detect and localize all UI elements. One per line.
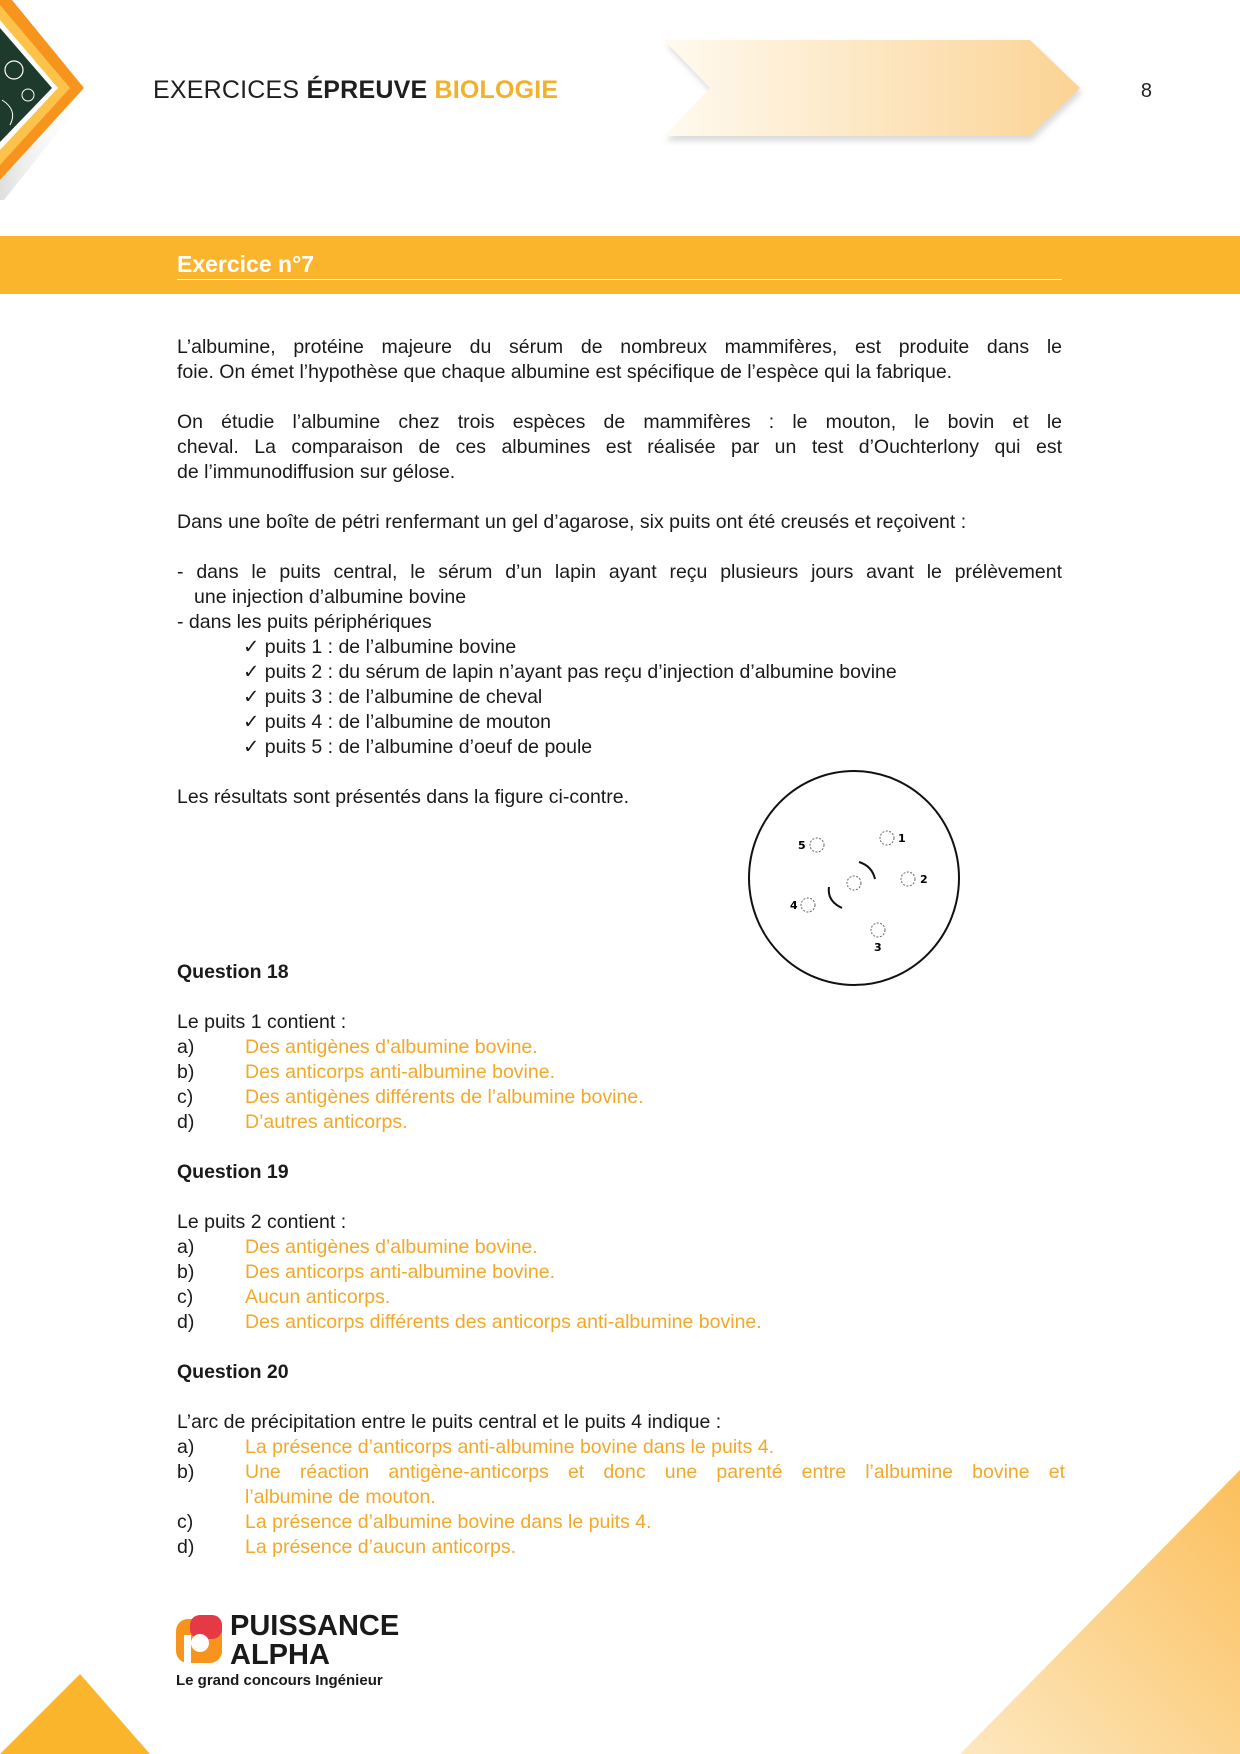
- question-20-title: Question 20: [177, 1361, 289, 1383]
- precipitation-arc-1: [859, 862, 875, 879]
- page-number: 8: [1140, 80, 1152, 102]
- logo-line-2: ALPHA: [230, 1639, 330, 1671]
- question-18-title: Question 18: [177, 961, 289, 983]
- well-4: [801, 898, 815, 912]
- bullet-2: - dans les puits périphériques: [177, 611, 432, 633]
- q20-option-d-letter: d): [177, 1536, 195, 1558]
- header-title-part1: EXERCICES: [153, 76, 307, 104]
- question-19-title: Question 19: [177, 1161, 289, 1183]
- header-title: [153, 76, 558, 105]
- paragraph-1-line-1: L’albumine, protéine majeure du sérum de nombreux mammifères, est produite dans le: [177, 336, 1062, 358]
- q20-option-c-letter: c): [177, 1511, 194, 1533]
- well-label-3: 3: [874, 941, 882, 954]
- paragraph-2-line-1: On étudie l’albumine chez trois espèces de mammifères : le mouton, le bovin et le: [177, 411, 1062, 433]
- paragraph-3: Dans une boîte de pétri renfermant un gel d’agarose, six puits ont été creusés et reçoivent :: [177, 511, 967, 533]
- well-item-4: ✓ puits 4 : de l’albumine de mouton: [243, 711, 551, 733]
- header-title-part2: ÉPREUVE: [306, 76, 435, 104]
- well-3: [871, 923, 885, 937]
- q19-option-d-letter: d): [177, 1311, 195, 1333]
- well-central: [847, 876, 861, 890]
- corner-decoration-top-left: [0, 0, 100, 200]
- well-label-5: 5: [798, 839, 806, 852]
- well-label-4: 4: [790, 899, 798, 912]
- well-5: [810, 838, 824, 852]
- question-19-prompt: Le puits 2 contient :: [177, 1211, 347, 1233]
- header-title-part3: BIOLOGIE: [434, 76, 559, 104]
- bullet-1-line-2: une injection d’albumine bovine: [194, 586, 467, 608]
- question-20-prompt: L’arc de précipitation entre le puits central et le puits 4 indique :: [177, 1411, 722, 1433]
- paragraph-1-line-2: foie. On émet l’hypothèse que chaque albumine est spécifique de l’espèce qui la fabrique.: [177, 361, 953, 383]
- q19-option-b-letter: b): [177, 1261, 195, 1283]
- puissance-alpha-logo-icon: [176, 1615, 226, 1667]
- q20-option-b-text-line-2[interactable]: l’albumine de mouton.: [245, 1486, 436, 1508]
- logo-tagline: Le grand concours Ingénieur: [176, 1672, 383, 1689]
- q20-option-c-text[interactable]: La présence d’albumine bovine dans le puits 4.: [245, 1511, 652, 1533]
- q18-option-b-text[interactable]: Des anticorps anti-albumine bovine.: [245, 1061, 556, 1083]
- well-item-5: ✓ puits 5 : de l’albumine d’oeuf de poule: [243, 736, 593, 758]
- q18-option-b-letter: b): [177, 1061, 195, 1083]
- q19-option-b-text[interactable]: Des anticorps anti-albumine bovine.: [245, 1261, 556, 1283]
- well-label-1: 1: [898, 832, 906, 845]
- q20-option-b-letter: b): [177, 1461, 195, 1483]
- q19-option-c-text[interactable]: Aucun anticorps.: [245, 1286, 391, 1308]
- q18-option-a-text[interactable]: Des antigènes d’albumine bovine.: [245, 1036, 538, 1058]
- paragraph-2-line-2: cheval. La comparaison de ces albumines est réalisée par un test d’Ouchterlony qui est: [177, 436, 1062, 458]
- q18-option-c-letter: c): [177, 1086, 194, 1108]
- well-item-2: ✓ puits 2 : du sérum de lapin n’ayant pas reçu d’injection d’albumine bovine: [243, 661, 897, 683]
- well-item-1: ✓ puits 1 : de l’albumine bovine: [243, 636, 517, 658]
- well-2: [901, 872, 915, 886]
- q19-option-d-text[interactable]: Des anticorps différents des anticorps anti-albumine bovine.: [245, 1311, 762, 1333]
- q20-option-b-text-line-1[interactable]: Une réaction antigène-anticorps et donc une parenté entre l’albumine bovine et: [245, 1461, 1065, 1483]
- q20-option-a-text[interactable]: La présence d’anticorps anti-albumine bovine dans le puits 4.: [245, 1436, 774, 1458]
- well-item-3: ✓ puits 3 : de l’albumine de cheval: [243, 686, 543, 708]
- q18-option-d-text[interactable]: D’autres anticorps.: [245, 1111, 408, 1133]
- q19-option-a-text[interactable]: Des antigènes d’albumine bovine.: [245, 1236, 538, 1258]
- well-label-2: 2: [920, 873, 928, 886]
- q20-option-d-text[interactable]: La présence d’aucun anticorps.: [245, 1536, 517, 1558]
- q19-option-c-letter: c): [177, 1286, 194, 1308]
- results-text: Les résultats sont présentés dans la figure ci-contre.: [177, 786, 629, 808]
- q18-option-c-text[interactable]: Des antigènes différents de l’albumine bovine.: [245, 1086, 644, 1108]
- bullet-1-line-1: - dans le puits central, le sérum d’un lapin ayant reçu plusieurs jours avant le prélèvement: [177, 561, 1062, 583]
- header-arrow-banner: [660, 36, 1090, 146]
- precipitation-arc-4: [829, 887, 842, 908]
- paragraph-2-line-3: de l’immunodiffusion sur gélose.: [177, 461, 456, 483]
- q20-option-a-letter: a): [177, 1436, 195, 1458]
- question-18-prompt: Le puits 1 contient :: [177, 1011, 347, 1033]
- well-1: [880, 831, 894, 845]
- q18-option-a-letter: a): [177, 1036, 195, 1058]
- q19-option-a-letter: a): [177, 1236, 195, 1258]
- q18-option-d-letter: d): [177, 1111, 195, 1133]
- logo-line-1: PUISSANCE: [230, 1610, 400, 1642]
- petri-dish-figure: [740, 765, 970, 990]
- corner-decoration-bottom-left: [0, 1674, 160, 1754]
- corner-decoration-bottom-right: [960, 1470, 1240, 1754]
- exercise-title: Exercice n°7: [177, 251, 1062, 280]
